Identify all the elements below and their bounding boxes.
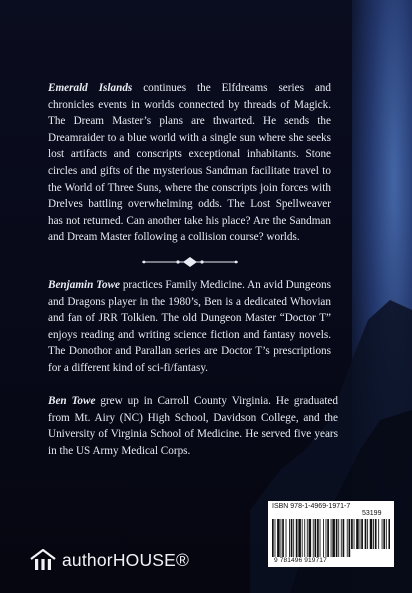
- book-title: Emerald Islands: [48, 82, 133, 94]
- author-name: Benjamin Towe: [48, 279, 121, 291]
- barcode-icon: [272, 519, 390, 557]
- price-code: 53199: [362, 510, 382, 517]
- author-bio: [48, 277, 331, 377]
- house-icon: [30, 549, 56, 571]
- author-bio-text: practices Family Medicine. An avid Dungeons and Dragons player in the 1980’s, Ben is a dedicated Whovian and fan of JRR Tolkien. The old Dungeon Master “Doctor T” enjoys reading and writing science fiction and fantasy novels. The Donothor and Parallan series are Doctor T’s prescriptions for a different kind of sci-fi/fantasy.: [48, 279, 331, 374]
- barcode-digits: 9 781496 919717: [274, 557, 327, 564]
- author-background-text: grew up in Carroll County Virginia. He graduated from Mt. Airy (NC) High School, Davidson College, and the University of Virginia School of Medicine. He served five years in the US Army Medical Corps.: [48, 395, 338, 457]
- publisher-name: authorHOUSE®: [62, 549, 190, 570]
- book-description: [48, 80, 331, 246]
- book-description-text: continues the Elfdreams series and chronicles events in worlds connected by threads of Magick. The Dream Master’s plans are thwarted. He sends the Dreamraider to a blue world with a single sun where she seeks lost artifacts and conscripts exceptional inhabitants. Stone circles and gifts of the mysterious Sandman facilitate travel to the World of Three Suns, where the conscripts join forces with Drelves battling overwhelming odds. The Lost Spellweaver has not returned. Can another take his place? Are the Sandman and Dream Master following a collision course? worlds.: [48, 82, 331, 244]
- author-short-name: Ben Towe: [48, 395, 96, 407]
- publisher-logo: [30, 548, 189, 572]
- isbn-label: ISBN 978-1-4969-1971-7: [272, 503, 351, 510]
- ornament-divider: [142, 256, 238, 268]
- author-background: [48, 393, 338, 459]
